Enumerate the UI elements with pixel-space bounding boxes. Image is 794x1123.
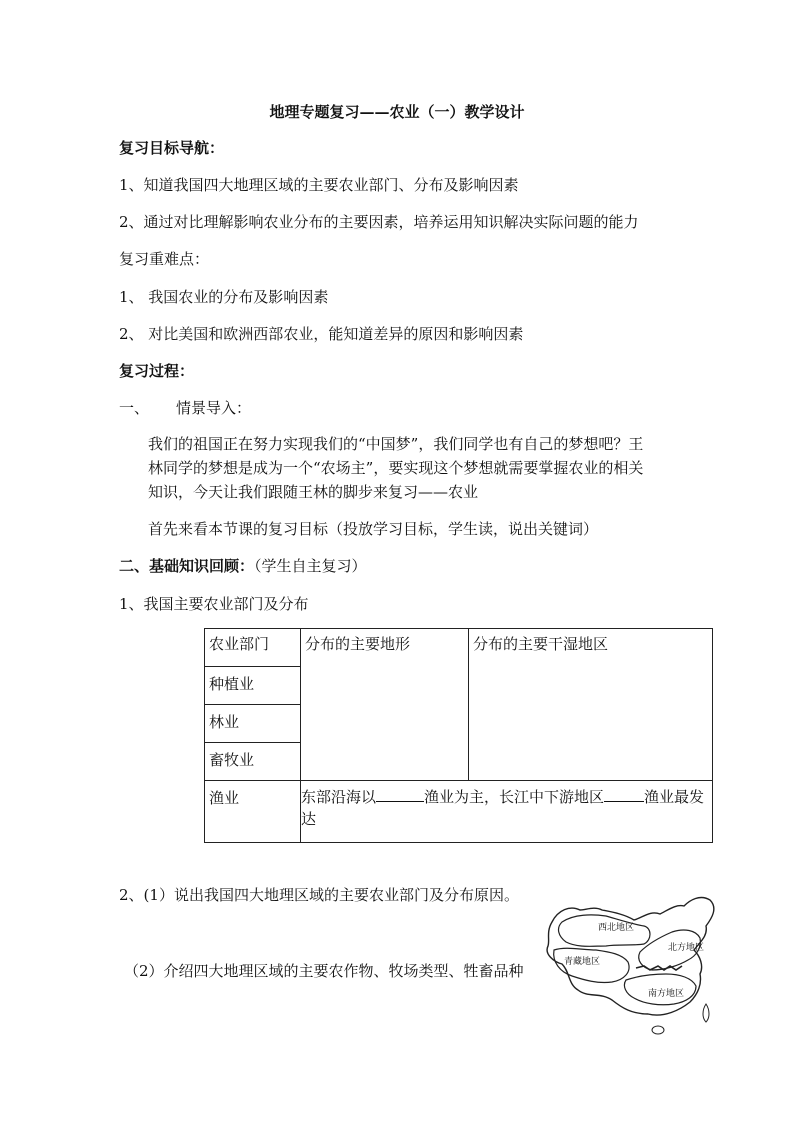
sub1-heading: 1、我国主要农业部门及分布: [119, 595, 309, 613]
section1-number: 一、: [119, 399, 150, 417]
fishery-text: [301, 786, 713, 830]
fill-blank[interactable]: [376, 787, 424, 802]
hainan-island: [652, 1026, 664, 1034]
goal-item-1: 1、知道我国四大地理区域的主要农业部门、分布及影响因素: [119, 176, 519, 194]
sector-cell: 畜牧业: [205, 743, 301, 781]
map-label-south: 南方地区: [648, 989, 685, 999]
difficulties-heading: 复习重难点：: [119, 250, 210, 268]
section2-heading: 二、基础知识回顾：: [119, 557, 255, 575]
intro-note: 首先来看本节课的复习目标（投放学习目标，学生读，说出关键词）: [148, 520, 599, 538]
fill-blank[interactable]: [604, 787, 644, 802]
goal-item-2: 2、通过对比理解影响农业分布的主要因素，培养运用知识解决实际问题的能力: [119, 213, 639, 231]
difficulty-item-1: 1、 我国农业的分布及影响因素: [119, 288, 329, 306]
section1-label: 情景导入：: [176, 399, 252, 417]
map-label-qinghai-tibet: 青藏地区: [564, 957, 601, 967]
map-label-northwest: 西北地区: [598, 923, 635, 933]
sector-cell: 渔业: [205, 781, 301, 843]
question-1: 2、(1）说出我国四大地理区域的主要农业部门及分布原因。: [119, 886, 519, 904]
header-moisture: [469, 629, 713, 781]
china-regions-map: [540, 880, 732, 1040]
header-sector: 农业部门: [205, 629, 301, 667]
header-terrain-label: 分布的主要地形: [305, 635, 411, 653]
sector-cell: 种植业: [205, 667, 301, 705]
goals-heading: 复习目标导航：: [119, 139, 225, 157]
fishery-text-part3: 渔业最发达: [301, 788, 705, 828]
taiwan-island: [703, 1004, 709, 1022]
page-title: 地理专题复习——农业（一）教学设计: [269, 103, 525, 121]
sector-cell: 林业: [205, 705, 301, 743]
section2-note: （学生自主复习）: [254, 557, 367, 575]
intro-paragraph: 我们的祖国正在努力实现我们的“中国梦”，我们同学也有自己的梦想吧？王林同学的梦想是成为一个“农场主”，要实现这个梦想就需要掌握农业的相关知识，今天让我们跟随王林的脚步来复习——农业: [148, 435, 644, 501]
map-label-north: 北方地区: [668, 943, 705, 953]
difficulty-item-2: 2、 对比美国和欧洲西部农业，能知道差异的原因和影响因素: [119, 325, 524, 343]
process-heading: 复习过程：: [119, 362, 195, 380]
header-moisture-label: 分布的主要干湿地区: [473, 635, 609, 653]
header-terrain: [301, 629, 469, 781]
fishery-text-part1: 东部沿海以: [301, 788, 377, 806]
question-2: （2）介绍四大地理区域的主要农作物、牧场类型、牲畜品种: [124, 962, 524, 980]
fishery-text-part2: 渔业为主，长江中下游地区: [424, 788, 605, 806]
